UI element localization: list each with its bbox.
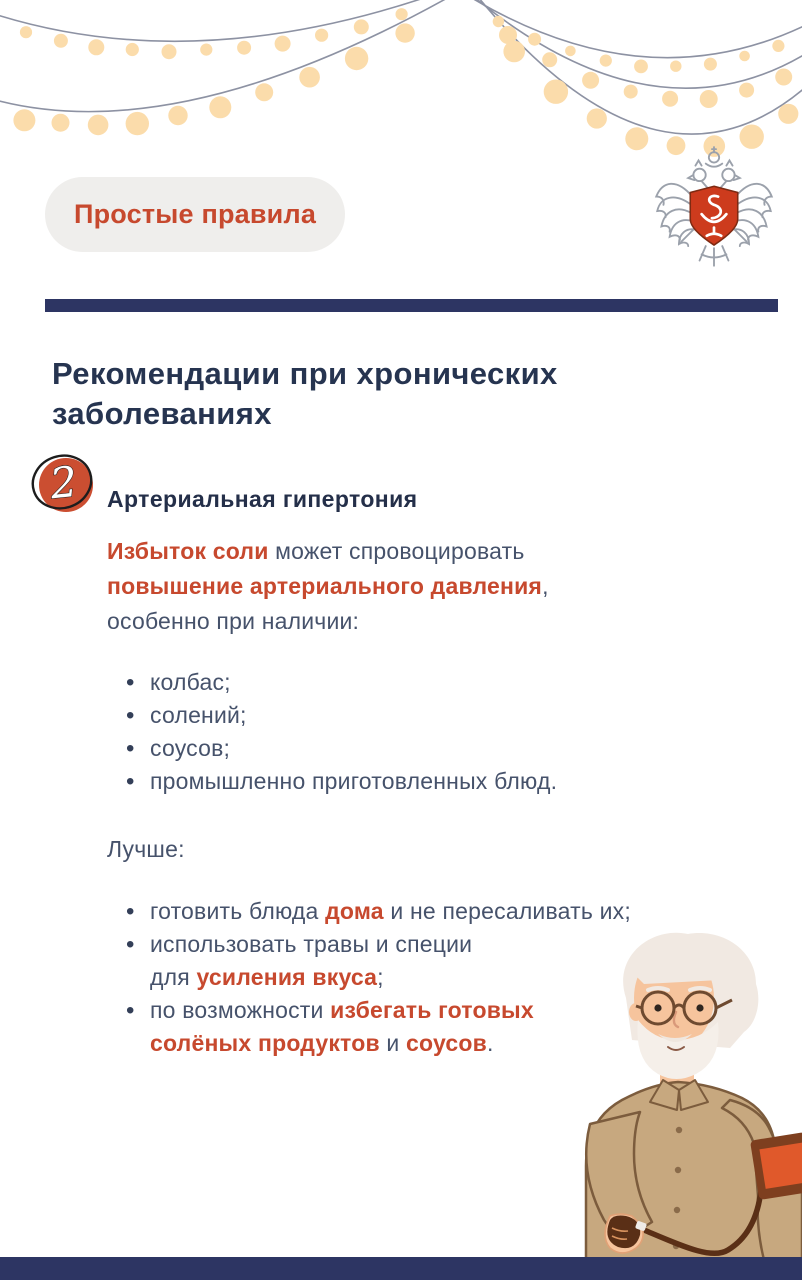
text-line bbox=[107, 569, 549, 604]
text-segment: для bbox=[150, 964, 197, 990]
highlighted-text: солёных продуктов bbox=[150, 1030, 380, 1056]
garland-bulb bbox=[582, 72, 599, 89]
list-item bbox=[107, 928, 631, 994]
garland-bulb bbox=[126, 43, 139, 56]
list-item bbox=[107, 895, 631, 928]
garland-bulb bbox=[700, 90, 718, 108]
better-list bbox=[107, 895, 631, 1060]
garland-bulb bbox=[704, 58, 717, 71]
garland-bulb bbox=[126, 112, 149, 135]
highlighted-text: дома bbox=[325, 898, 384, 924]
highlighted-text: повышение артериального давления bbox=[107, 573, 543, 599]
text-segment: может спровоцировать bbox=[268, 538, 525, 564]
better-label: Лучше: bbox=[107, 836, 185, 862]
section-heading: Артериальная гипертония bbox=[107, 486, 418, 513]
text-segment: использовать травы и специи bbox=[150, 931, 473, 957]
text-line bbox=[107, 604, 549, 639]
garland-bulb bbox=[739, 83, 754, 98]
highlighted-text: Избыток соли bbox=[107, 538, 269, 564]
text-segment: по возможности bbox=[150, 997, 331, 1023]
garland-bulb bbox=[13, 109, 35, 131]
text-segment: и не пересаливать их; bbox=[383, 898, 631, 924]
garland-bulb bbox=[52, 114, 70, 132]
garland-bulb bbox=[88, 115, 109, 136]
highlighted-text: соусов bbox=[406, 1030, 487, 1056]
garland-bulb bbox=[275, 36, 291, 52]
garland-bulb bbox=[739, 51, 750, 62]
garland-bulb bbox=[237, 41, 251, 55]
garland-bulb bbox=[772, 40, 784, 52]
garland-bulb bbox=[162, 44, 177, 59]
garland-bulb bbox=[625, 127, 648, 150]
garland-bulb bbox=[209, 96, 231, 118]
garland-bulb bbox=[587, 108, 607, 128]
garland-bulb bbox=[395, 23, 414, 42]
garland-bulb bbox=[315, 29, 328, 42]
text-segment: . bbox=[486, 1030, 494, 1056]
garland-bulb bbox=[662, 91, 678, 107]
text-segment: и bbox=[379, 1030, 407, 1056]
garland-bulb bbox=[565, 46, 576, 57]
text-segment: готовить блюда bbox=[150, 898, 326, 924]
intro-paragraph bbox=[107, 534, 549, 639]
text-segment: ; bbox=[377, 964, 384, 990]
bottom-bar bbox=[0, 1257, 802, 1280]
garland-lights-illustration bbox=[0, 0, 802, 165]
garland-string bbox=[0, 0, 447, 41]
garland-bulb bbox=[503, 41, 525, 63]
highlighted-text: усиления вкуса bbox=[196, 964, 378, 990]
list-item: • промышленно приготовленных блюд. bbox=[107, 765, 557, 798]
list-item: • солений; bbox=[107, 699, 557, 732]
garland-bulb bbox=[778, 104, 798, 124]
list-item bbox=[107, 994, 631, 1060]
garland-bulb bbox=[624, 85, 638, 99]
garland-bulb bbox=[20, 26, 32, 38]
garland-bulb bbox=[634, 60, 648, 74]
header-badge-label: Простые правила bbox=[74, 199, 317, 229]
text-segment: особенно при наличии: bbox=[107, 608, 360, 634]
garland-bulb bbox=[345, 47, 368, 70]
garland-bulb bbox=[544, 80, 568, 104]
garland-bulb bbox=[775, 69, 792, 86]
garland-bulb bbox=[200, 44, 212, 56]
divider-bar bbox=[45, 299, 778, 312]
header-badge bbox=[45, 177, 345, 252]
garland-bulb bbox=[354, 19, 369, 34]
garland-bulb bbox=[88, 39, 104, 55]
garland-bulb bbox=[528, 33, 541, 46]
list-item: • колбас; bbox=[107, 666, 557, 699]
garland-bulb bbox=[542, 52, 557, 67]
text-segment: , bbox=[542, 573, 549, 599]
highlighted-text: избегать готовых bbox=[330, 997, 534, 1023]
page-title: Рекомендации при хронических заболеваниях bbox=[52, 355, 558, 431]
garland-bulb bbox=[600, 55, 612, 67]
elderly-man-illustration bbox=[560, 928, 802, 1260]
garland-bulb bbox=[396, 8, 408, 20]
garland-string bbox=[0, 0, 458, 112]
minzdrav-emblem-icon bbox=[652, 145, 776, 275]
garland-bulb bbox=[168, 106, 187, 125]
garland-bulb bbox=[493, 16, 504, 27]
garland-bulb bbox=[670, 60, 681, 71]
text-line bbox=[107, 534, 549, 569]
section-number: 2 bbox=[47, 456, 80, 509]
avoid-list bbox=[107, 666, 557, 798]
section-number-badge bbox=[31, 450, 97, 518]
garland-bulb bbox=[299, 67, 320, 88]
garland-bulb bbox=[54, 34, 68, 48]
garland-bulb bbox=[255, 83, 273, 101]
list-item: • соусов; bbox=[107, 732, 557, 765]
